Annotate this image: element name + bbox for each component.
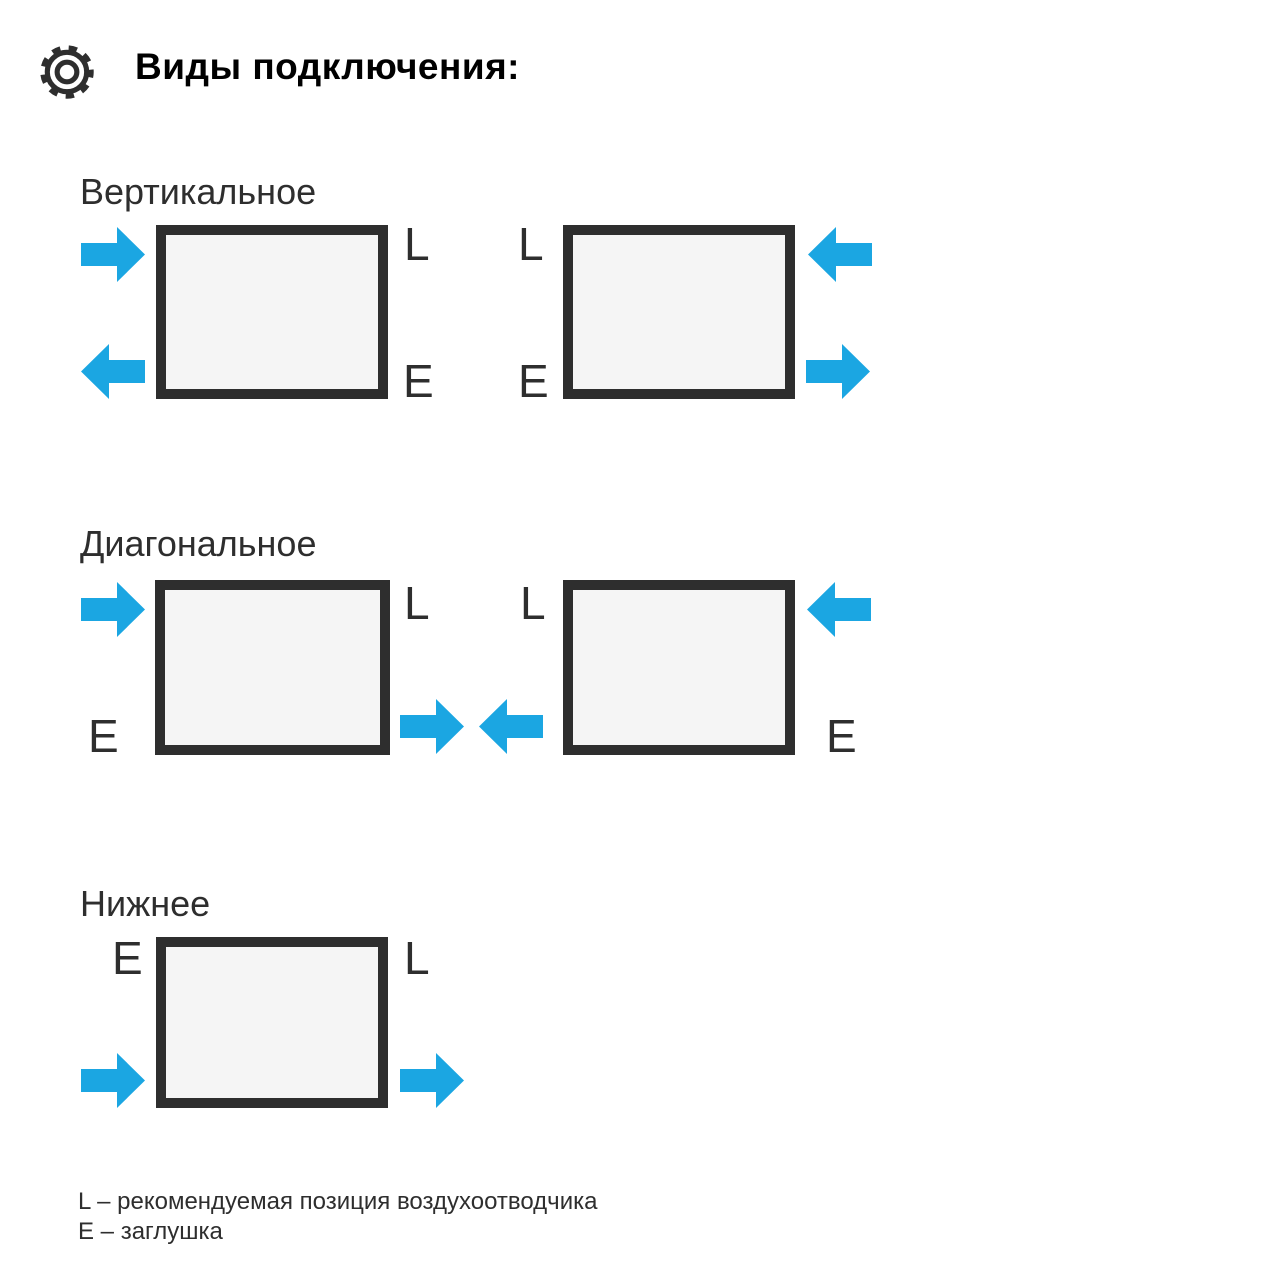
section-title-diagonal: Диагональное [80, 523, 317, 564]
port-label-E: E [826, 710, 857, 762]
arrow-right-icon [806, 344, 870, 399]
arrow-right-icon [81, 582, 145, 637]
port-label-L: L [520, 577, 546, 629]
port-label-L: L [404, 932, 430, 984]
section-title-vertical: Вертикальное [80, 171, 317, 212]
radiator-body [563, 580, 795, 755]
port-label-L: L [404, 577, 430, 629]
legend-line-e: E – заглушка [78, 1218, 223, 1245]
arrow-right-icon [81, 1053, 145, 1108]
arrow-left-icon [81, 344, 145, 399]
port-label-L: L [404, 218, 430, 270]
radiator-body [155, 580, 390, 755]
port-label-E: E [403, 355, 434, 407]
radiator-body [563, 225, 795, 399]
arrow-left-icon [807, 582, 871, 637]
legend [78, 1187, 597, 1247]
port-label-L: L [518, 218, 544, 270]
radiator-body [156, 225, 388, 399]
section-title-bottom: Нижнее [80, 883, 211, 924]
page-title: Виды подключения: [135, 46, 521, 87]
arrow-right-icon [400, 1053, 464, 1108]
port-label-E: E [88, 710, 119, 762]
arrow-left-icon [479, 699, 543, 754]
arrow-right-icon [400, 699, 464, 754]
port-label-E: E [112, 932, 143, 984]
radiator-body [156, 937, 388, 1108]
arrow-right-icon [81, 227, 145, 282]
arrow-left-icon [808, 227, 872, 282]
port-label-E: E [518, 355, 549, 407]
legend-line-l: L – рекомендуемая позиция воздухоотводчика [78, 1188, 598, 1215]
gear-icon [37, 42, 97, 102]
